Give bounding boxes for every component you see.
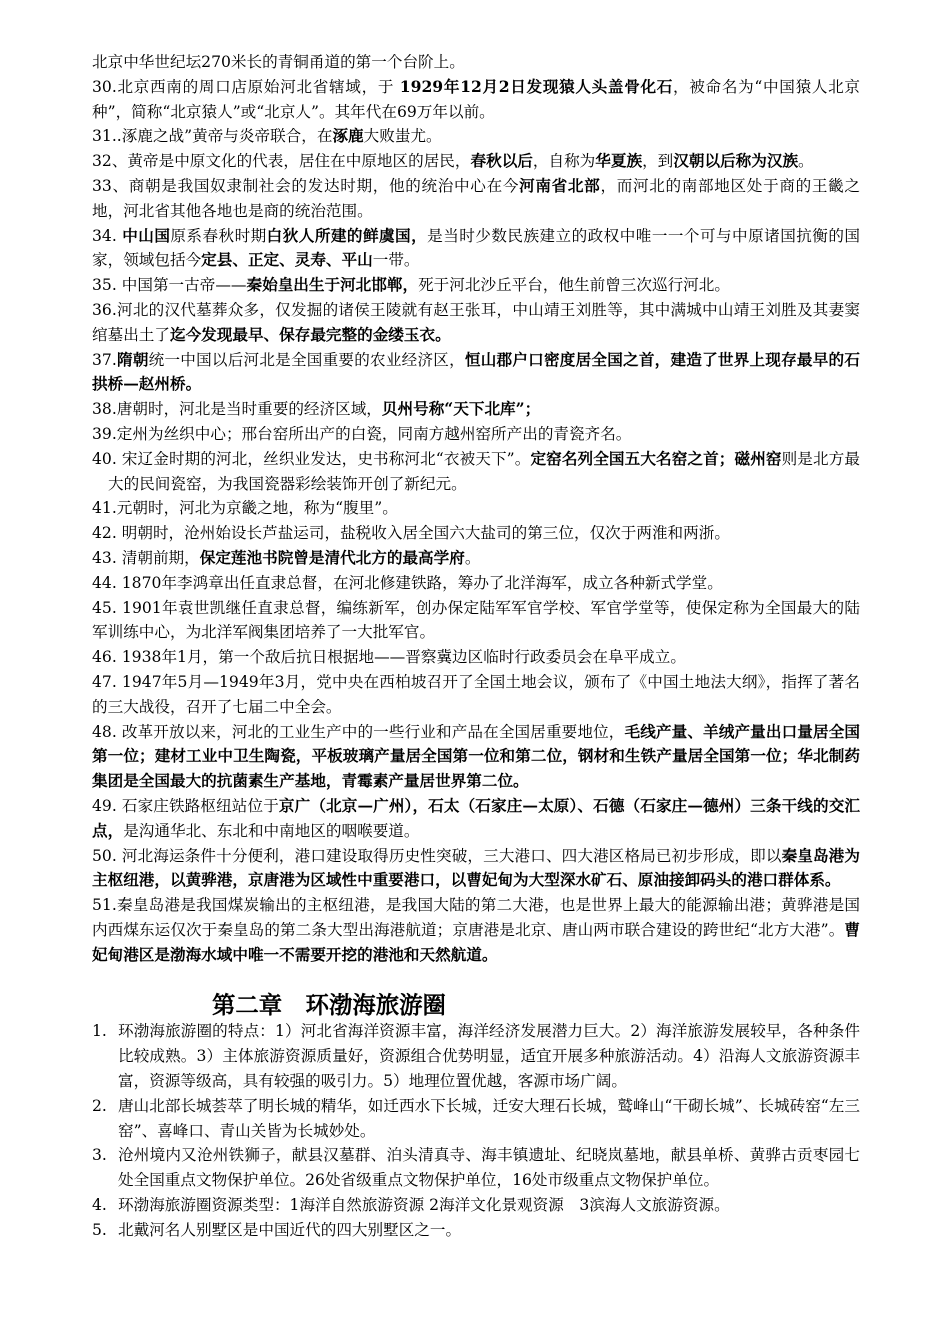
paragraph	[92, 397, 860, 422]
paragraph	[92, 496, 860, 521]
text: 死于河北沙丘平台，他生前曾三次巡行河北。	[418, 276, 730, 295]
list-item	[92, 1193, 860, 1218]
text: 39.定州为丝织中心；邢台窑所出产的白瓷，同南方越州窑所产出的青瓷齐名。	[92, 424, 632, 443]
text: 48. 改革开放以来，河北的工业生产中的一些行业和产品在全国居重要地位，	[92, 722, 625, 741]
paragraph	[92, 298, 860, 348]
bold-text: 白狄人所建的鲜虞国，	[266, 225, 428, 245]
paragraph	[92, 596, 860, 646]
paragraph	[92, 546, 860, 571]
bold-text: 贝州号称“天下北库”；	[381, 399, 541, 419]
text: 。	[798, 152, 814, 171]
bold-text: 河南省北部	[519, 175, 601, 195]
bold-text: 毛线产量、羊绒产量出口量居全国第一位；建材工业中卫生陶瓷，平板玻璃产量居全国第一位和第二位，钢材和生铁产量居全国第一位；华北制药集团是全国最大的抗菌素生产基地，青霉素产量居世界第二位。	[92, 721, 860, 791]
bold-text: 恒山郡户口密度居全国之首，建造了世界上现存最早的石拱桥—赵州桥。	[92, 349, 860, 394]
text: 42. 明朝时，沧州始设长芦盐运司，盐税收入居全国六大盐司的第三位，仅次于两淮和两浙。	[92, 524, 730, 543]
bold-text: 华夏族	[595, 151, 643, 171]
paragraph	[92, 893, 860, 967]
text: 40. 宋辽金时期的河北，丝织业发达，史书称河北“衣被天下”。	[92, 449, 531, 468]
list-item	[92, 1218, 860, 1243]
text: 43. 清朝前期，	[92, 548, 200, 567]
bold-text: 春秋以后	[470, 151, 533, 171]
tourism-list	[92, 1019, 860, 1242]
text: ，到	[642, 152, 674, 171]
text: 45. 1901年袁世凯继任直隶总督，编练新军，创办保定陆军军官学校、军官学堂等，使保定称为全国最大的陆军训练中心，为北洋军阀集团培养了一大批军官。	[92, 598, 860, 642]
paragraph	[92, 670, 860, 720]
text: 是当时少数民族建立的政权中唯一一个可与中原诸国抗衡的国家，领域包括今	[92, 226, 860, 270]
paragraph	[92, 571, 860, 596]
list-number: 2.	[92, 1096, 107, 1115]
paragraph	[92, 75, 860, 125]
text: 一带。	[372, 251, 420, 270]
list-number: 3.	[92, 1146, 107, 1165]
bold-text: 1929年12月2日发现猿人头盖骨化石	[399, 76, 674, 96]
paragraph	[92, 720, 860, 794]
text: 32、黄帝是中原文化的代表，居住在中原地区的居民，	[92, 152, 471, 171]
bold-text: 保定莲池书院曾是清代北方的最高学府	[199, 547, 465, 567]
text: 50. 河北海运条件十分便利，港口建设取得历史性突破，三大港口、四大港区格局已初步形成，即以	[92, 846, 782, 865]
list-text: 环渤海旅游圈的特点：1）河北省海洋资源丰富，海洋经济发展潜力巨大。2）海洋旅游发展较早，各种条件比较成熟。3）主体旅游资源质量好，资源组合优势明显，适宜开展多种旅游活动。4）沿海人文旅游资源丰富，资源等级高，具有较强的吸引力。5）地理位置优越，客源市场广阔。	[118, 1022, 860, 1091]
text: 北京中华世纪坛270米长的青铜甬道的第一个台阶上。	[92, 53, 465, 71]
paragraph	[92, 348, 860, 398]
bold-text: 涿鹿	[332, 126, 364, 146]
paragraph	[92, 50, 860, 75]
text: 44. 1870年李鸿章出任直隶总督，在河北修建铁路，筹办了北洋海军，成立各种新式学堂。	[92, 573, 723, 592]
text: 是沟通华北、东北和中南地区的咽喉要道。	[123, 821, 420, 840]
list-text: 北戴河名人别墅区是中国近代的四大别墅区之一。	[118, 1220, 462, 1239]
text: ，而河北的南部地区处于商的王畿之地，河北省其他各地也是商的统治范围。	[92, 176, 860, 220]
bold-text: 京广（北京—广州），石太（石家庄—太原）、石德（石家庄—德州）三条干线的交汇点，	[92, 795, 860, 840]
bold-text: 秦皇岛港为主枢纽港，以黄骅港，京唐港为区域性中重要港口，以曹妃甸为大型深水矿石、原油接卸码头的港口群体系。	[92, 845, 860, 890]
text: 49. 石家庄铁路枢纽站位于	[92, 796, 279, 815]
bold-text: 曹妃甸港区是渤海水域中唯一不需要开挖的港池和天然航道。	[92, 919, 860, 964]
text: 35. 中国第一古帝——	[92, 276, 247, 295]
text: 统一中国以后河北是全国重要的农业经济区，	[148, 350, 465, 369]
text: 46. 1938年1月，第一个敌后抗日根据地——晋察冀边区临时行政委员会在阜平成立。	[92, 648, 686, 667]
list-text: 沧州境内又沧州铁狮子，献县汉墓群、泊头清真寺、海丰镇遗址、纪晓岚墓地，献县单桥、黄骅古贡枣园七处全国重点文物保护单位。26处省级重点文物保护单位，16处市级重点文物保护单位。	[118, 1146, 860, 1190]
text: 大败蚩尤。	[363, 127, 442, 146]
text: 51.秦皇岛港是我国煤炭输出的主枢纽港，是我国大陆的第二大港，也是世界上最大的能源输出港；黄骅港是国内西煤东运仅次于秦皇岛的第二条大型出海港航道；京唐港是北京、唐山两市联合建设的跨世纪“北方大港”。	[92, 896, 860, 939]
list-item	[92, 1094, 860, 1144]
list-text: 环渤海旅游圈资源类型：1海洋自然旅游资源 2海洋文化景观资源 3滨海人文旅游资源。	[118, 1196, 730, 1215]
list-text: 唐山北部长城荟萃了明长城的精华，如迁西水下长城，迁安大理石长城，鹫峰山“干砌长城”、长城砖窑“左三窑”、喜峰口、青山关皆为长城妙处。	[118, 1096, 860, 1140]
paragraph	[92, 521, 860, 546]
bold-text: 秦始皇出生于河北邯郸，	[246, 275, 419, 295]
paragraph	[92, 174, 860, 224]
text: 41.元朝时，河北为京畿之地，称为“腹里”。	[92, 499, 398, 518]
paragraph	[92, 224, 860, 274]
paragraph	[92, 273, 860, 298]
text: 36.河北的汉代墓葬众多，仅发掘的诸侯王陵就有赵王张耳，中山靖王刘胜等，其中满城中山靖王刘胜及其妻窦绾墓出土了	[92, 300, 860, 344]
text: 47. 1947年5月—1949年3月，党中央在西柏坡召开了全国土地会议，颁布了《中国土地法大纲》，指挥了著名的三大战役，召开了七届二中全会。	[92, 672, 860, 716]
text: 30.北京西南的周口店原始河北省辖域，于	[92, 77, 400, 96]
list-item	[92, 1019, 860, 1093]
paragraph	[92, 149, 860, 174]
bold-text: 中山国	[122, 225, 171, 245]
bold-text: 定窑名列全国五大名窑之首；磁州窑	[530, 448, 782, 468]
paragraph	[92, 794, 860, 844]
list-item	[92, 1143, 860, 1193]
paragraph	[92, 422, 860, 447]
text: 。	[464, 548, 481, 567]
text: 则是北方最大的民间瓷窑，为我国瓷器彩绘装饰开创了新纪元。	[108, 449, 860, 493]
paragraph	[92, 844, 860, 894]
paragraph	[92, 645, 860, 670]
list-number: 1.	[92, 1022, 107, 1041]
text: 33、商朝是我国奴隶制社会的发达时期，他的统治中心在今	[92, 176, 520, 195]
bold-text: 迄今发现最早、保存最完整的金缕玉衣。	[169, 324, 451, 344]
text: ，自称为	[532, 152, 596, 171]
paragraph	[92, 447, 860, 497]
text: 31..涿鹿之战”黄帝与炎帝联合，在	[92, 127, 333, 146]
text: 38.唐朝时，河北是当时重要的经济区域，	[92, 400, 382, 419]
bold-text: 定县、正定、灵寿、平山	[201, 250, 373, 270]
text: ，被命名为“中国猿人北京种”，简称“北京猿人”或“北京人”。其年代在69万年以前。	[92, 77, 860, 121]
bold-text: 隋朝	[116, 349, 149, 369]
list-number: 5.	[92, 1220, 107, 1239]
list-number: 4.	[92, 1196, 107, 1215]
paragraph	[92, 124, 860, 149]
history-paragraphs	[92, 50, 860, 967]
section-gap	[92, 967, 860, 991]
chapter-title: 第二章 环渤海旅游圈	[212, 991, 446, 1020]
bold-text: 汉朝以后称为汉族	[673, 151, 799, 171]
text: 37.	[92, 350, 117, 369]
document-page	[92, 50, 860, 1243]
text: 34.	[92, 226, 123, 245]
text: 原系春秋时期	[170, 226, 267, 245]
